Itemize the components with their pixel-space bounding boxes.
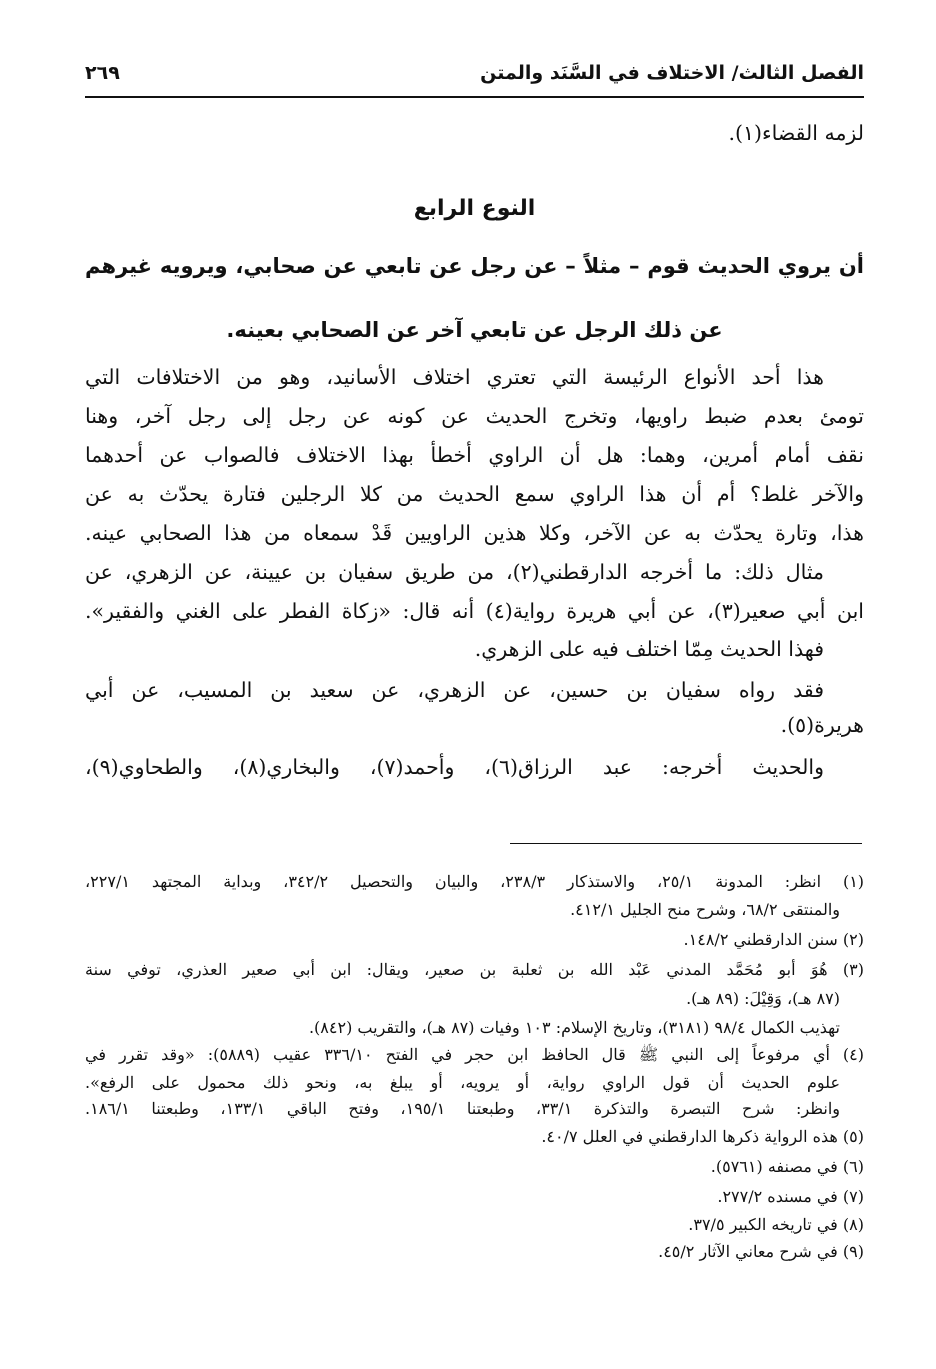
opening-line: لزمه القضاء(١). xyxy=(728,121,864,145)
footnote-line: تهذيب الكمال ٩٨/٤ (٣١٨١)، وتاريخ الإسلام: ١٠٣ وفيات (٨٧ هـ)، والتقريب (٨٤٢). xyxy=(308,1018,840,1037)
header-divider xyxy=(85,96,864,98)
body-line: مثال ذلك: ما أخرجه الدارقطني(٢)، من طريق سفيان بن عيينة، عن الزهري، عن xyxy=(85,560,825,584)
footnote-line: (٩) في شرح معاني الآثار ٤٥/٢. xyxy=(658,1242,864,1261)
section-subtitle-line: أن يروي الحديث قوم – مثلاً – عن رجل عن تابعي عن صحابي، ويرويه غيرهم xyxy=(85,254,864,278)
body-line: والحديث أخرجه: عبد الرزاق(٦)، وأحمد(٧)، والبخاري(٨)، والطحاوي(٩)، xyxy=(85,755,824,779)
footnote-line: (٥) هذه الرواية ذكرها الدارقطني في العلل ٤٠/٧. xyxy=(541,1127,864,1146)
body-line: نقف أمام أمرين، وهما: هل أن الراوي أخطأ بهذا الاختلاف فالصواب عن أحدهما xyxy=(85,443,864,467)
footnote-line: (٢) سنن الدارقطني ١٤٨/٢. xyxy=(683,930,864,949)
footnote-divider xyxy=(510,843,862,844)
footnote-line: والمنتقى ٦٨/٢، وشرح منح الجليل ٤١٢/١. xyxy=(570,900,840,919)
section-subtitle-line: عن ذلك الرجل عن تابعي آخر عن الصحابي بعينه. xyxy=(226,318,723,342)
footnote-line: (٦) في مصنفه (٥٧٦١). xyxy=(710,1157,864,1176)
body-line: تومئ بعدم ضبط راويها، وتخرج الحديث عن كونه عن رجل إلى رجل آخر، وهنا xyxy=(85,404,864,428)
body-line: فقد رواه سفيان بن حسين، عن الزهري، عن سعيد بن المسيب، عن أبي xyxy=(85,678,824,702)
body-line: هذا أحد الأنواع الرئيسة التي تعتري اختلاف الأسانيد، وهو من الاختلافات التي xyxy=(85,365,824,389)
footnote-line: (٧) في مسنده ٢٧٧/٢. xyxy=(717,1187,864,1206)
body-line: والآخر غلط؟ أم أن هذا الراوي سمع الحديث من كلا الرجلين فتارة يحدّث به عن xyxy=(85,482,864,506)
footnote-line: (٨) في تاريخه الكبير ٣٧/٥. xyxy=(688,1215,864,1234)
footnote-line: (٨٧ هـ)، وَقِيْلَ: (٨٩ هـ). xyxy=(686,989,840,1008)
body-line: فهذا الحديث مِمّا اختلف فيه على الزهري. xyxy=(474,637,824,661)
footnote-line: (٤) أي مرفوعاً إلى النبي ﷺ قال الحافظ ابن حجر في الفتح ٣٣٦/١٠ عقيب (٥٨٨٩): «وقد تقرر في xyxy=(85,1045,865,1064)
running-title: الفصل الثالث/ الاختلاف في السَّنَد والمتن xyxy=(480,62,864,84)
body-line: هذا، وتارة يحدّث به عن الآخر، وكلا هذين الراويين قَدْ سمعاه من هذا الصحابي عينه. xyxy=(85,521,864,545)
body-line: ابن أبي صعير(٣)، عن أبي هريرة رواية(٤) أنه قال: «زكاة الفطر على الغني والفقير». xyxy=(85,599,864,623)
footnote-line: (١) انظر: المدونة ٢٥/١، والاستذكار ٢٣٨/٣، والبيان والتحصيل ٣٤٢/٢، وبداية المجتهد ٢٢٧/١، xyxy=(85,872,865,891)
footnote-line: علوم الحديث أن قول الراوي رواية، أو يرويه، أو يبلغ به، ونحو ذلك محمول على الرفع». xyxy=(85,1073,841,1092)
section-heading: النوع الرابع xyxy=(413,196,536,221)
footnote-line: وانظر: شرح التبصرة والتذكرة ٣٣/١، وطبعتنا ١٩٥/١، وفتح الباقي ١٣٣/١، وطبعتنا ١٨٦/١. xyxy=(85,1099,841,1118)
footnote-line: (٣) هُوَ أبو مُحَمَّد المدني عَبْد الله بن ثعلبة بن صعير، ويقال: ابن أبي صعير العذري، توفي سنة xyxy=(85,960,864,979)
running-header xyxy=(85,62,864,94)
body-line: هريرة(٥). xyxy=(780,713,864,737)
page-number: ٢٦٩ xyxy=(85,62,120,84)
